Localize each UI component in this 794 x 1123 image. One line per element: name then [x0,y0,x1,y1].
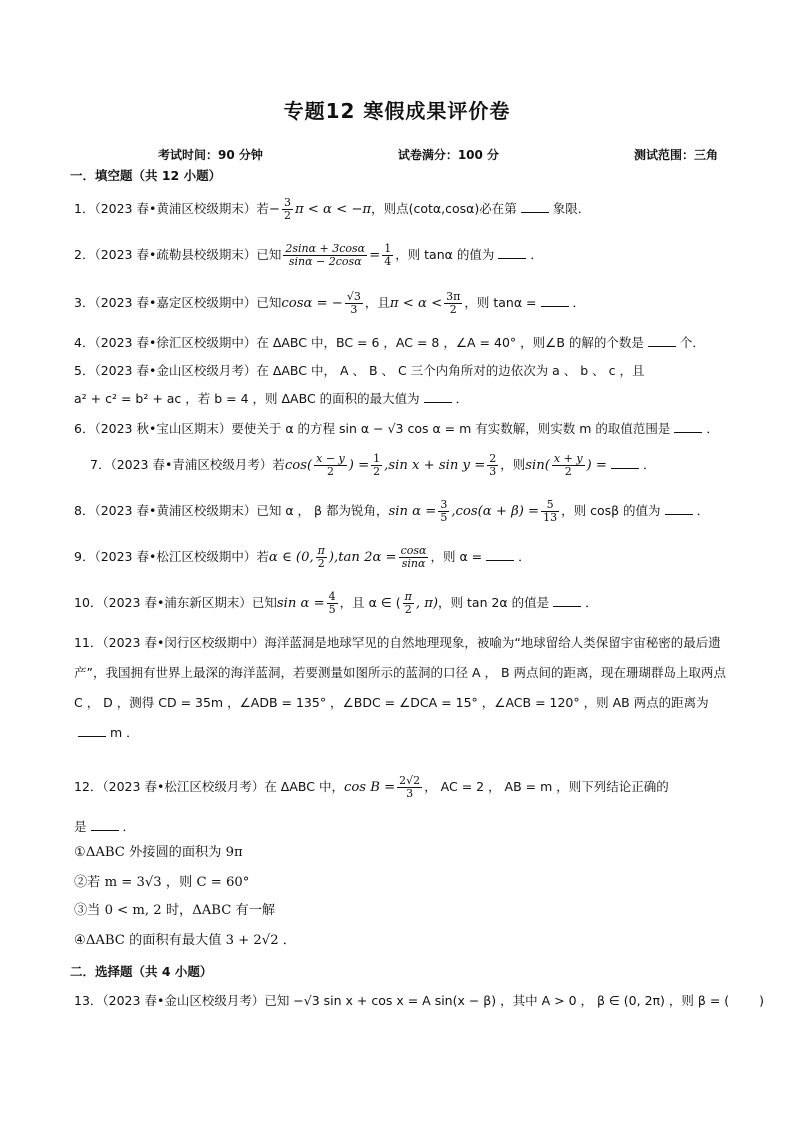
answer-blank[interactable] [665,504,693,515]
q12-option-1: ①ΔABC 外接圆的面积为 9π [74,845,243,860]
question-5: 5．（2023 春•金山区校级月考）在 ΔABC 中， A 、 B 、 C 三个内角所对的边依次为 a 、 b 、 c ，且 [74,363,645,378]
question-2: 2．（2023 春•疏勒县校级期末）已知 $\frac{2\sin\alpha + 3\cos\alpha}{\sin\alpha - 2\cos\alpha}$ = $\frac{1}{4}$ ，则 tanα 的值为 ． [74,242,543,268]
question-9: 9．（2023 春•松江区校级期中）若α ∈ (0, $\frac{\pi}{2}$ ),tan 2α = $\frac{\cos\alpha}{\sin\alpha}$ ，则 α = ． [74,544,531,570]
exam-score: 试卷满分：100 分 [397,148,500,162]
answer-blank[interactable] [541,296,569,307]
question-5-line-2: a² + c² = b² + ac ，若 b = 4 ，则 ΔABC 的面积的最大值为 ． [74,391,469,406]
section-fill-heading: 一．填空题（共 12 小题） [70,168,222,183]
question-8: 8．（2023 春•黄浦区校级期末）已知 α ， β 都为锐角，sin α = $\frac{3}{5}$ ,cos(α + β) = $\frac{5}{13}$ ，则 cosβ 的值为 ． [74,498,710,524]
q12-option-3: ③当 0 < m, 2 时，ΔABC 有一解 [74,903,276,918]
q12-option-2: ②若 m = 3√3 ，则 C = 60° [74,875,250,890]
answer-blank[interactable] [611,458,639,469]
page-title: 专题12 寒假成果评价卷 [283,99,511,123]
q12-option-4: ④ΔABC 的面积有最大值 3 + 2√2 ． [74,933,296,948]
question-12-line-2: 是 ． [74,819,136,834]
answer-blank[interactable] [553,596,581,607]
exam-meta [158,146,718,163]
exam-time: 考试时间：90 分钟 [158,148,263,162]
answer-blank[interactable] [648,336,676,347]
answer-blank[interactable] [424,392,452,403]
question-3: 3．（2023 春•嘉定区校级期中）已知cosα = − $\frac{√3}{3}$ ，且π < α < $\frac{3\pi}{2}$ ，则 tanα = ． [74,290,586,316]
exam-scope: 测试范围：三角 [633,148,718,162]
question-7: 7．（2023 春•青浦区校级月考）若cos( $\frac{x - y}{2}$ ) = $\frac{1}{2}$ ,sin x + sin y = $\frac{2}{3}$ ，则sin( $\frac{x + y}{2}$ ) = ． [90,452,656,478]
answer-blank[interactable] [486,550,514,561]
answer-blank[interactable] [78,726,106,737]
answer-blank[interactable] [91,820,119,831]
answer-blank[interactable] [521,202,549,213]
question-6: 6．（2023 秋•宝山区期末）要使关于 α 的方程 sin α − √3 cos α = m 有实数解，则实数 m 的取值范围是 ． [74,421,719,436]
answer-blank[interactable] [674,422,702,433]
question-12: 12．（2023 春•松江区校级月考）在 ΔABC 中，cos B = $\frac{2√2}{3}$ ， AC = 2 ， AB = m ，则下列结论正确的 [74,774,669,800]
question-10: 10．（2023 春•浦东新区期末）已知sin α = $\frac{4}{5}$ ，且 α ∈ ( $\frac{\pi}{2}$ , π)，则 tan 2α 的值是 ． [74,590,598,616]
question-13: 13．（2023 春•金山区校级月考）已知 −√3 sin x + cos x = A sin(x − β) ，其中 A > 0 ， β ∈ (0, 2π) ，则 β = ( ) [74,993,765,1008]
answer-blank[interactable] [498,248,526,259]
section-choice-heading: 二．选择题（共 4 小题） [70,964,213,979]
question-4: 4．（2023 春•徐汇区校级期中）在 ΔABC 中，BC = 6 ，AC = 8 ，∠A = 40° ，则∠B 的解的个数是 个． [74,335,705,350]
question-1: 1．（2023 春•黄浦区校级期末）若− $\frac{3}{2}$ π < α < −π，则点(cotα,cosα)必在第 象限． [74,196,591,222]
question-11: 11．（2023 春•闵行区校级期中）海洋蓝洞是地球罕见的自然地理现象，被喻为“地球留给人类保留宇宙秘密的最后遗产”，我国拥有世界上最深的海洋蓝洞，若要测量如图所示的蓝洞的口径 A ， B 两点间的距离，现在珊瑚群岛上取两点 C ， D ，测得 CD = 35m ，∠ADB = 135° ，∠BDC = ∠DCA = 15° ，∠ACB = 120° ，则 AB 两点的距离为m ． [74,635,726,740]
